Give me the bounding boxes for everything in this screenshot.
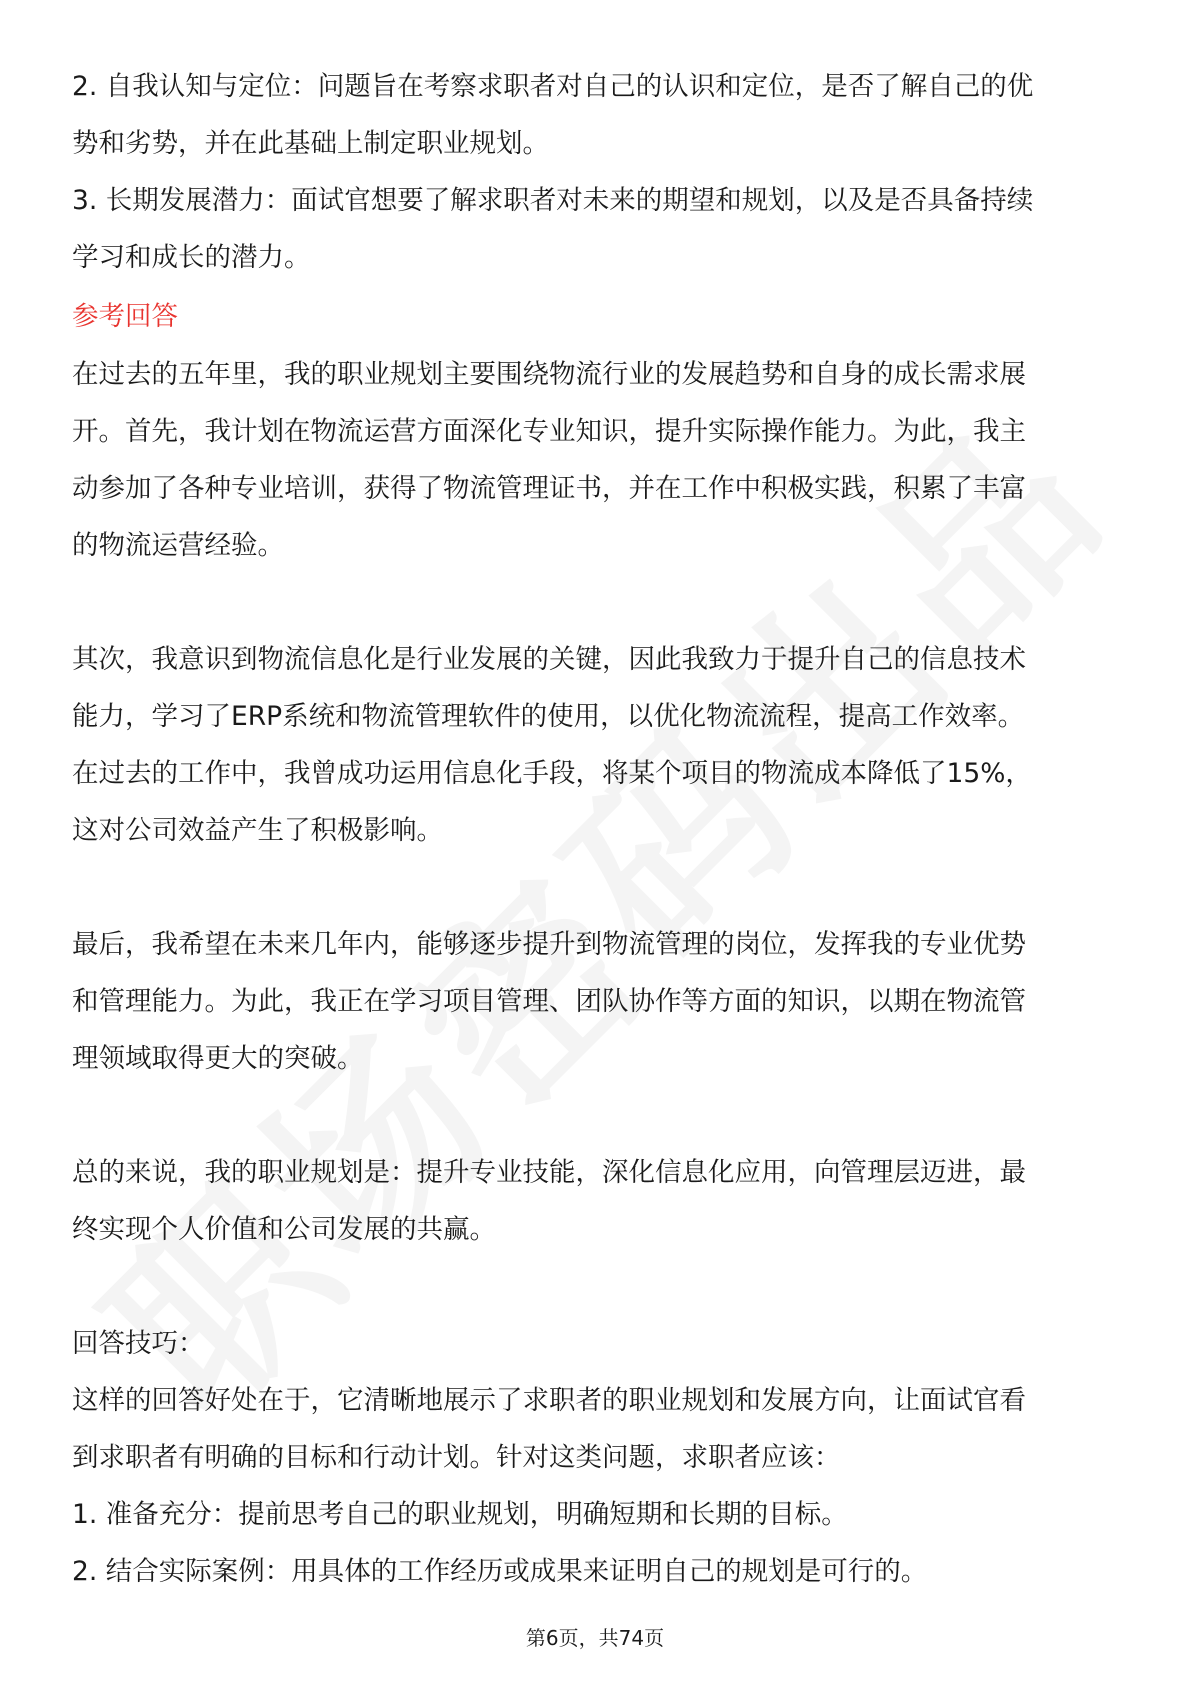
- intent-item: [72, 172, 1122, 286]
- text-line: 这对公司效益产生了积极影响。: [72, 815, 443, 846]
- text-line: 和管理能力。为此，我正在学习项目管理、团队协作等方面的知识，以期在物流管: [72, 986, 1026, 1017]
- text-line: 开。首先，我计划在物流运营方面深化专业知识，提升实际操作能力。为此，我主: [72, 416, 1026, 447]
- answer-paragraph: [72, 1144, 1122, 1258]
- page-content: [72, 58, 1122, 1600]
- text-line: 在过去的五年里，我的职业规划主要围绕物流行业的发展趋势和自身的成长需求展: [72, 359, 1026, 390]
- answer-paragraph: [72, 631, 1122, 859]
- text-line: 3. 长期发展潜力：面试官想要了解求职者对未来的期望和规划，以及是否具备持续: [72, 185, 1034, 216]
- page-footer: 第6页，共74页: [525, 1626, 665, 1650]
- answer-paragraph: [72, 346, 1122, 574]
- tips-item: 2. 结合实际案例：用具体的工作经历或成果来证明自己的规划是可行的。: [72, 1556, 928, 1587]
- text-line: 的物流运营经验。: [72, 530, 284, 561]
- text-line: 在过去的工作中，我曾成功运用信息化手段，将某个项目的物流成本降低了15%，: [72, 758, 1032, 789]
- text-line: 这样的回答好处在于，它清晰地展示了求职者的职业规划和发展方向，让面试官看: [72, 1385, 1026, 1416]
- intent-item: [72, 58, 1122, 172]
- text-line: 理领域取得更大的突破。: [72, 1043, 364, 1074]
- text-line: 总的来说，我的职业规划是：提升专业技能，深化信息化应用，向管理层迈进，最: [72, 1157, 1026, 1188]
- answer-paragraph: [72, 916, 1122, 1087]
- tips-item: 1. 准备充分：提前思考自己的职业规划，明确短期和长期的目标。: [72, 1499, 848, 1530]
- text-line: 最后，我希望在未来几年内，能够逐步提升到物流管理的岗位，发挥我的专业优势: [72, 929, 1026, 960]
- text-line: 其次，我意识到物流信息化是行业发展的关键，因此我致力于提升自己的信息技术: [72, 644, 1026, 675]
- text-line: 到求职者有明确的目标和行动计划。针对这类问题，求职者应该：: [72, 1442, 841, 1473]
- text-line: 终实现个人价值和公司发展的共赢。: [72, 1214, 496, 1245]
- text-line: 势和劣势，并在此基础上制定职业规划。: [72, 128, 549, 159]
- reference-answer-heading: 参考回答: [72, 301, 178, 332]
- tips-intro: [72, 1372, 1122, 1486]
- text-line: 学习和成长的潜力。: [72, 242, 311, 273]
- text-line: 2. 自我认知与定位：问题旨在考察求职者对自己的认识和定位，是否了解自己的优: [72, 71, 1034, 102]
- text-line: 能力，学习了ERP系统和物流管理软件的使用，以优化物流流程，提高工作效率。: [72, 701, 1025, 732]
- tips-heading: 回答技巧：: [72, 1328, 205, 1359]
- text-line: 动参加了各种专业培训，获得了物流管理证书，并在工作中积极实践，积累了丰富: [72, 473, 1026, 504]
